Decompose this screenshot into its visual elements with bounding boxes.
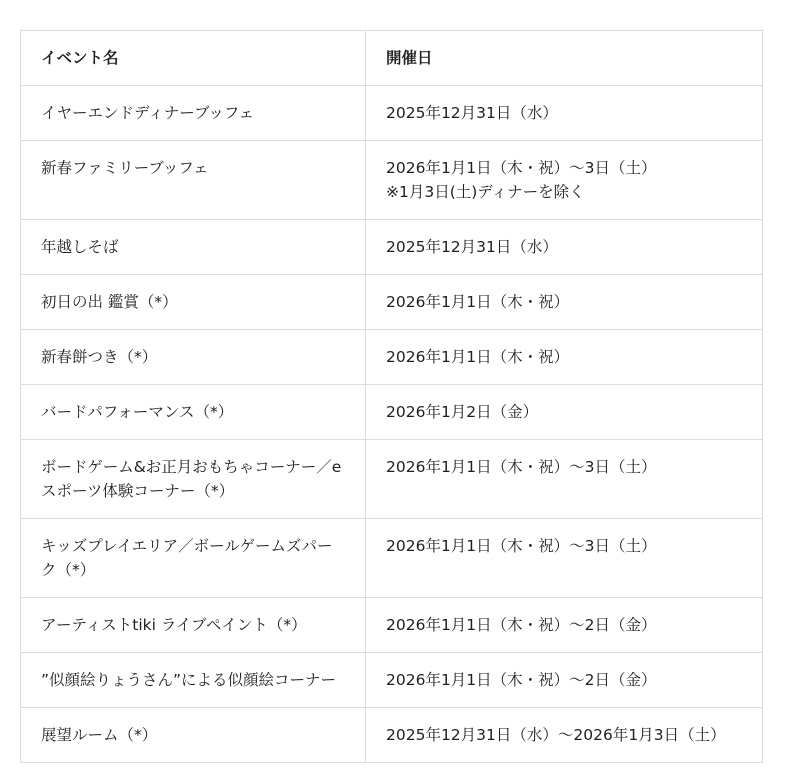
event-name-cell: イヤーエンドディナーブッフェ	[21, 86, 366, 141]
event-name-cell: 新春ファミリーブッフェ	[21, 141, 366, 220]
event-date-cell	[366, 708, 763, 763]
event-name-cell: ”似顔絵りょうさん”による似顔絵コーナー	[21, 653, 366, 708]
table-row	[21, 330, 763, 385]
event-date-line: 2026年1月1日（木・祝）〜3日（土）	[386, 159, 657, 177]
header-date: 開催日	[366, 31, 763, 86]
event-date-line: 2026年1月1日（木・祝）	[386, 348, 570, 366]
event-schedule-table	[20, 30, 763, 763]
table-row	[21, 440, 763, 519]
table-row	[21, 275, 763, 330]
event-date-line: 2025年12月31日（水）〜2026年1月3日（土）	[386, 726, 726, 744]
event-date-cell	[366, 519, 763, 598]
table-row	[21, 141, 763, 220]
event-name-cell: ボードゲーム&お正月おもちゃコーナー／eスポーツ体験コーナー（*）	[21, 440, 366, 519]
event-date-cell	[366, 598, 763, 653]
event-date-line: 2026年1月2日（金）	[386, 403, 539, 421]
event-date-line: 2026年1月1日（木・祝）〜2日（金）	[386, 616, 657, 634]
event-name-cell: キッズプレイエリア／ボールゲームズパーク（*）	[21, 519, 366, 598]
event-date-cell	[366, 141, 763, 220]
event-date-cell	[366, 86, 763, 141]
event-name-cell: 展望ルーム（*）	[21, 708, 366, 763]
table-row	[21, 708, 763, 763]
event-name-cell: 年越しそば	[21, 220, 366, 275]
table-row	[21, 385, 763, 440]
table-row	[21, 598, 763, 653]
event-name-cell: バードパフォーマンス（*）	[21, 385, 366, 440]
event-date-line: 2025年12月31日（水）	[386, 238, 558, 256]
event-date-line: 2025年12月31日（水）	[386, 104, 558, 122]
event-date-cell	[366, 385, 763, 440]
table-header-row	[21, 31, 763, 86]
table-row	[21, 653, 763, 708]
header-event-name: イベント名	[21, 31, 366, 86]
event-name-cell: アーティストtiki ライブペイント（*）	[21, 598, 366, 653]
table-row	[21, 86, 763, 141]
event-date-cell	[366, 440, 763, 519]
event-date-line: 2026年1月1日（木・祝）〜3日（土）	[386, 537, 657, 555]
event-date-cell	[366, 330, 763, 385]
event-date-cell	[366, 275, 763, 330]
event-date-note: ※1月3日(土)ディナーを除く	[386, 183, 585, 201]
event-name-cell: 新春餅つき（*）	[21, 330, 366, 385]
table-row	[21, 519, 763, 598]
event-schedule-table-wrapper	[20, 30, 762, 763]
event-date-cell	[366, 653, 763, 708]
event-name-cell: 初日の出 鑑賞（*）	[21, 275, 366, 330]
table-row	[21, 220, 763, 275]
event-date-line: 2026年1月1日（木・祝）〜2日（金）	[386, 671, 657, 689]
event-date-line: 2026年1月1日（木・祝）	[386, 293, 570, 311]
event-date-cell	[366, 220, 763, 275]
event-date-line: 2026年1月1日（木・祝）〜3日（土）	[386, 458, 657, 476]
